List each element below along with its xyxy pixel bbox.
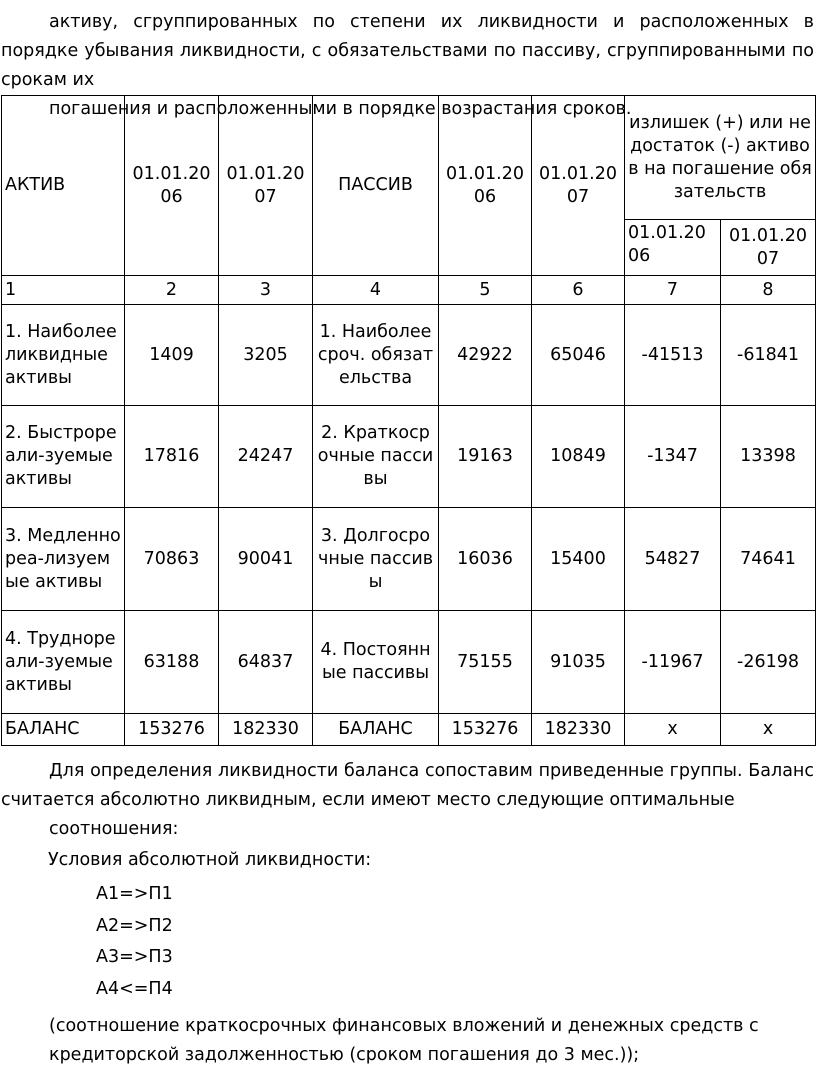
column-number: 4 bbox=[313, 276, 439, 305]
liquidity-line-2: считается абсолютно ликвидным, если имеют место следующие оптимальные bbox=[1, 790, 735, 810]
column-number: 3 bbox=[219, 276, 313, 305]
value-cell: 65046 bbox=[532, 305, 625, 406]
asset-group-cell: 4. Труднореали-зуемые активы bbox=[2, 611, 125, 714]
value-cell: 16036 bbox=[439, 508, 532, 611]
balance-liquidity-table bbox=[1, 95, 816, 746]
value-cell: 64837 bbox=[219, 611, 313, 714]
asset-group-cell: 2. Быстрореали-зуемые активы bbox=[2, 406, 125, 508]
condition-a3-p3: А3=>П3 bbox=[96, 947, 173, 967]
value-cell: -11967 bbox=[625, 611, 721, 714]
value-cell: 10849 bbox=[532, 406, 625, 508]
value-cell: 3205 bbox=[219, 305, 313, 406]
intro-line-1: активу, сгруппированных по степени их ликвидности и расположенных в порядке bbox=[1, 12, 814, 61]
table-row-total bbox=[2, 714, 816, 746]
value-cell: 42922 bbox=[439, 305, 532, 406]
value-cell: 74641 bbox=[721, 508, 816, 611]
intro-line-2: убывания ликвидности, с обязательствами по пассиву, сгруппированными по срокам их bbox=[1, 41, 814, 90]
header-surplus-date-2006: 01.01.2006 bbox=[625, 220, 721, 276]
column-number: 6 bbox=[532, 276, 625, 305]
column-number: 5 bbox=[439, 276, 532, 305]
conditions-title: Условия абсолютной ликвидности: bbox=[48, 850, 372, 870]
liability-group-cell: 3. Долгосрочные пассивы bbox=[313, 508, 439, 611]
table-row bbox=[2, 305, 816, 406]
condition-a4-p4: А4<=П4 bbox=[96, 979, 173, 999]
value-cell: 153276 bbox=[439, 714, 532, 746]
value-cell: 13398 bbox=[721, 406, 816, 508]
column-number: 8 bbox=[721, 276, 816, 305]
value-cell: 182330 bbox=[219, 714, 313, 746]
table-row bbox=[2, 611, 816, 714]
ratio-paragraph bbox=[1, 1012, 814, 1070]
value-cell: -26198 bbox=[721, 611, 816, 714]
column-number: 1 bbox=[2, 276, 125, 305]
liability-group-cell: 1. Наиболее сроч. обязательства bbox=[313, 305, 439, 406]
value-cell: x bbox=[625, 714, 721, 746]
header-surplus-deficit: излишек (+) или недостаток (-) активов на погашение обязательств bbox=[625, 96, 816, 220]
value-cell: 54827 bbox=[625, 508, 721, 611]
value-cell: 15400 bbox=[532, 508, 625, 611]
value-cell: -1347 bbox=[625, 406, 721, 508]
asset-group-cell: 3. Медленнореа-лизуемые активы bbox=[2, 508, 125, 611]
ratio-line-2: кредиторской задолженностью (сроком погашения до 3 мес.)); bbox=[49, 1045, 640, 1065]
value-cell: 63188 bbox=[125, 611, 219, 714]
condition-a1-p1: А1=>П1 bbox=[96, 884, 173, 904]
value-cell: 17816 bbox=[125, 406, 219, 508]
value-cell: x bbox=[721, 714, 816, 746]
value-cell: 91035 bbox=[532, 611, 625, 714]
column-number: 7 bbox=[625, 276, 721, 305]
value-cell: -41513 bbox=[625, 305, 721, 406]
total-label-liabilities: БАЛАНС bbox=[313, 714, 439, 746]
header-surplus-date-2007: 01.01.2007 bbox=[721, 220, 816, 276]
value-cell: 1409 bbox=[125, 305, 219, 406]
value-cell: 75155 bbox=[439, 611, 532, 714]
ratio-line-1: (соотношение краткосрочных финансовых вложений и денежных средств с bbox=[49, 1016, 759, 1036]
liquidity-line-1: Для определения ликвидности баланса сопоставим приведенные группы. Баланс bbox=[49, 761, 814, 781]
column-number: 2 bbox=[125, 276, 219, 305]
liability-group-cell: 4. Постоянные пассивы bbox=[313, 611, 439, 714]
value-cell: 153276 bbox=[125, 714, 219, 746]
condition-a2-p2: А2=>П2 bbox=[96, 916, 173, 936]
header-liability-date-2007: 01.01.2007 bbox=[532, 96, 625, 276]
value-cell: 70863 bbox=[125, 508, 219, 611]
liquidity-line-3: соотношения: bbox=[49, 819, 179, 839]
value-cell: 24247 bbox=[219, 406, 313, 508]
value-cell: -61841 bbox=[721, 305, 816, 406]
value-cell: 19163 bbox=[439, 406, 532, 508]
asset-group-cell: 1. Наиболее ликвидные активы bbox=[2, 305, 125, 406]
table-row bbox=[2, 508, 816, 611]
liquidity-paragraph bbox=[1, 757, 814, 844]
intro-line-3: погашения и расположенными в порядке возрастания сроков. bbox=[49, 99, 632, 119]
header-asset: АКТИВ bbox=[2, 96, 125, 276]
table-row bbox=[2, 406, 816, 508]
header-asset-date-2006: 01.01.2006 bbox=[125, 96, 219, 276]
value-cell: 90041 bbox=[219, 508, 313, 611]
total-label-assets: БАЛАНС bbox=[2, 714, 125, 746]
value-cell: 182330 bbox=[532, 714, 625, 746]
liability-group-cell: 2. Краткосрочные пассивы bbox=[313, 406, 439, 508]
header-asset-date-2007: 01.01.2007 bbox=[219, 96, 313, 276]
header-liability-date-2006: 01.01.2006 bbox=[439, 96, 532, 276]
header-liability: ПАССИВ bbox=[313, 96, 439, 276]
